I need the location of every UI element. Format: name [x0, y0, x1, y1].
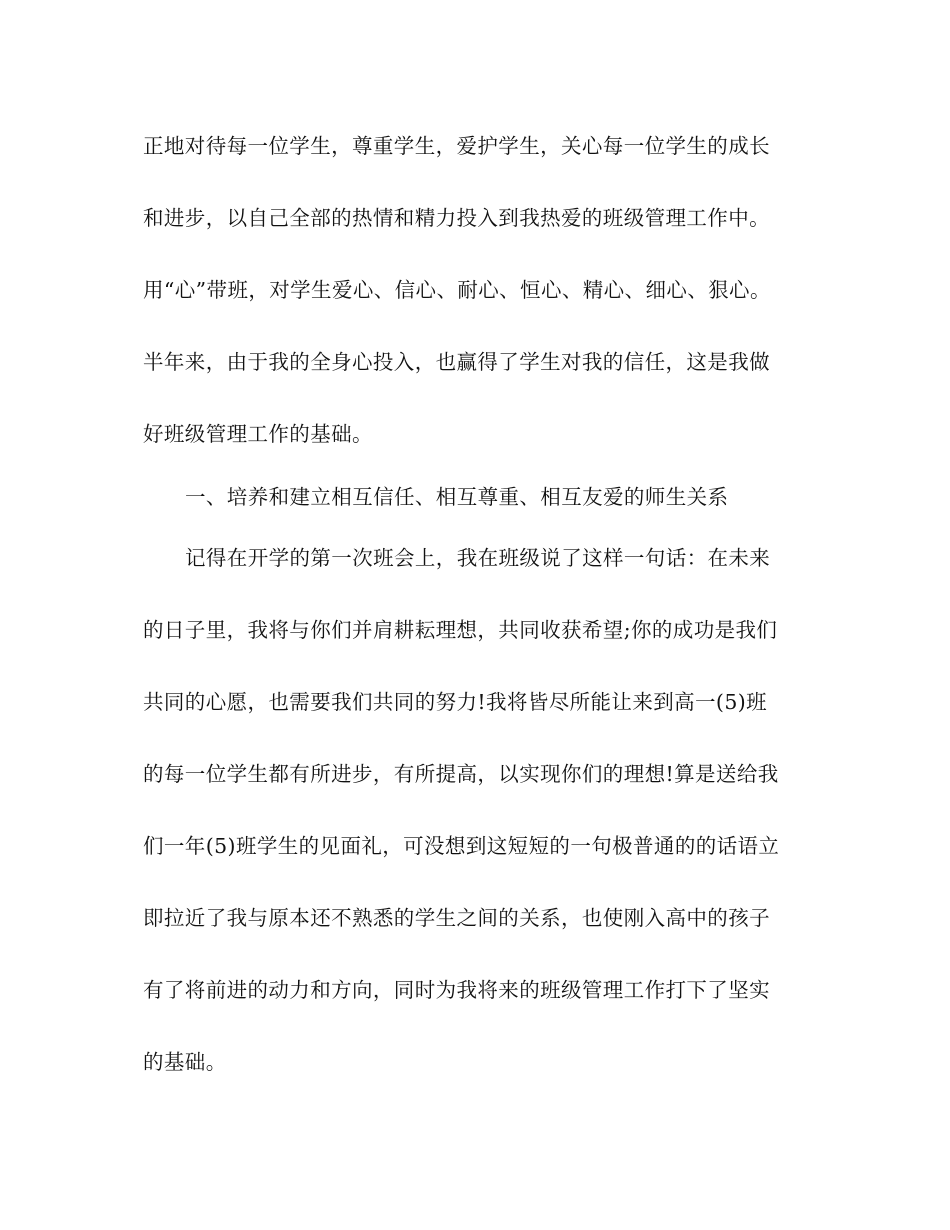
paragraph-line: 和进步，以自己全部的热情和精力投入到我热爱的班级管理工作中。 [143, 206, 770, 230]
paragraph-line: 有了将前进的动力和方向，同时为我将来的班级管理工作打下了坚实 [143, 978, 770, 1002]
paragraph-line: 好班级管理工作的基础。 [143, 422, 373, 446]
paragraph-line: 们一年(5)班学生的见面礼，可没想到这短短的一句极普通的的话语立 [143, 834, 780, 858]
paragraph-line: 即拉近了我与原本还不熟悉的学生之间的关系，也使刚入高中的孩子 [143, 906, 770, 930]
paragraph-line: 的基础。 [143, 1050, 227, 1074]
paragraph-line: 用“心”带班，对学生爱心、信心、耐心、恒心、精心、细心、狠心。 [143, 278, 771, 302]
paragraph-line: 记得在开学的第一次班会上，我在班级说了这样一句话：在未来 [185, 546, 771, 570]
section-heading: 一、培养和建立相互信任、相互尊重、相互友爱的师生关系 [185, 485, 729, 509]
paragraph-line: 的每一位学生都有所进步，有所提高，以实现你们的理想!算是送给我 [143, 762, 779, 786]
paragraph-line: 正地对待每一位学生，尊重学生，爱护学生，关心每一位学生的成长 [143, 134, 770, 158]
paragraph-line: 半年来，由于我的全身心投入，也赢得了学生对我的信任，这是我做 [143, 350, 770, 374]
paragraph-line: 共同的心愿，也需要我们共同的努力!我将皆尽所能让来到高一(5)班 [143, 690, 768, 714]
paragraph-line: 的日子里，我将与你们并肩耕耘理想，共同收获希望;你的成功是我们 [143, 618, 778, 642]
